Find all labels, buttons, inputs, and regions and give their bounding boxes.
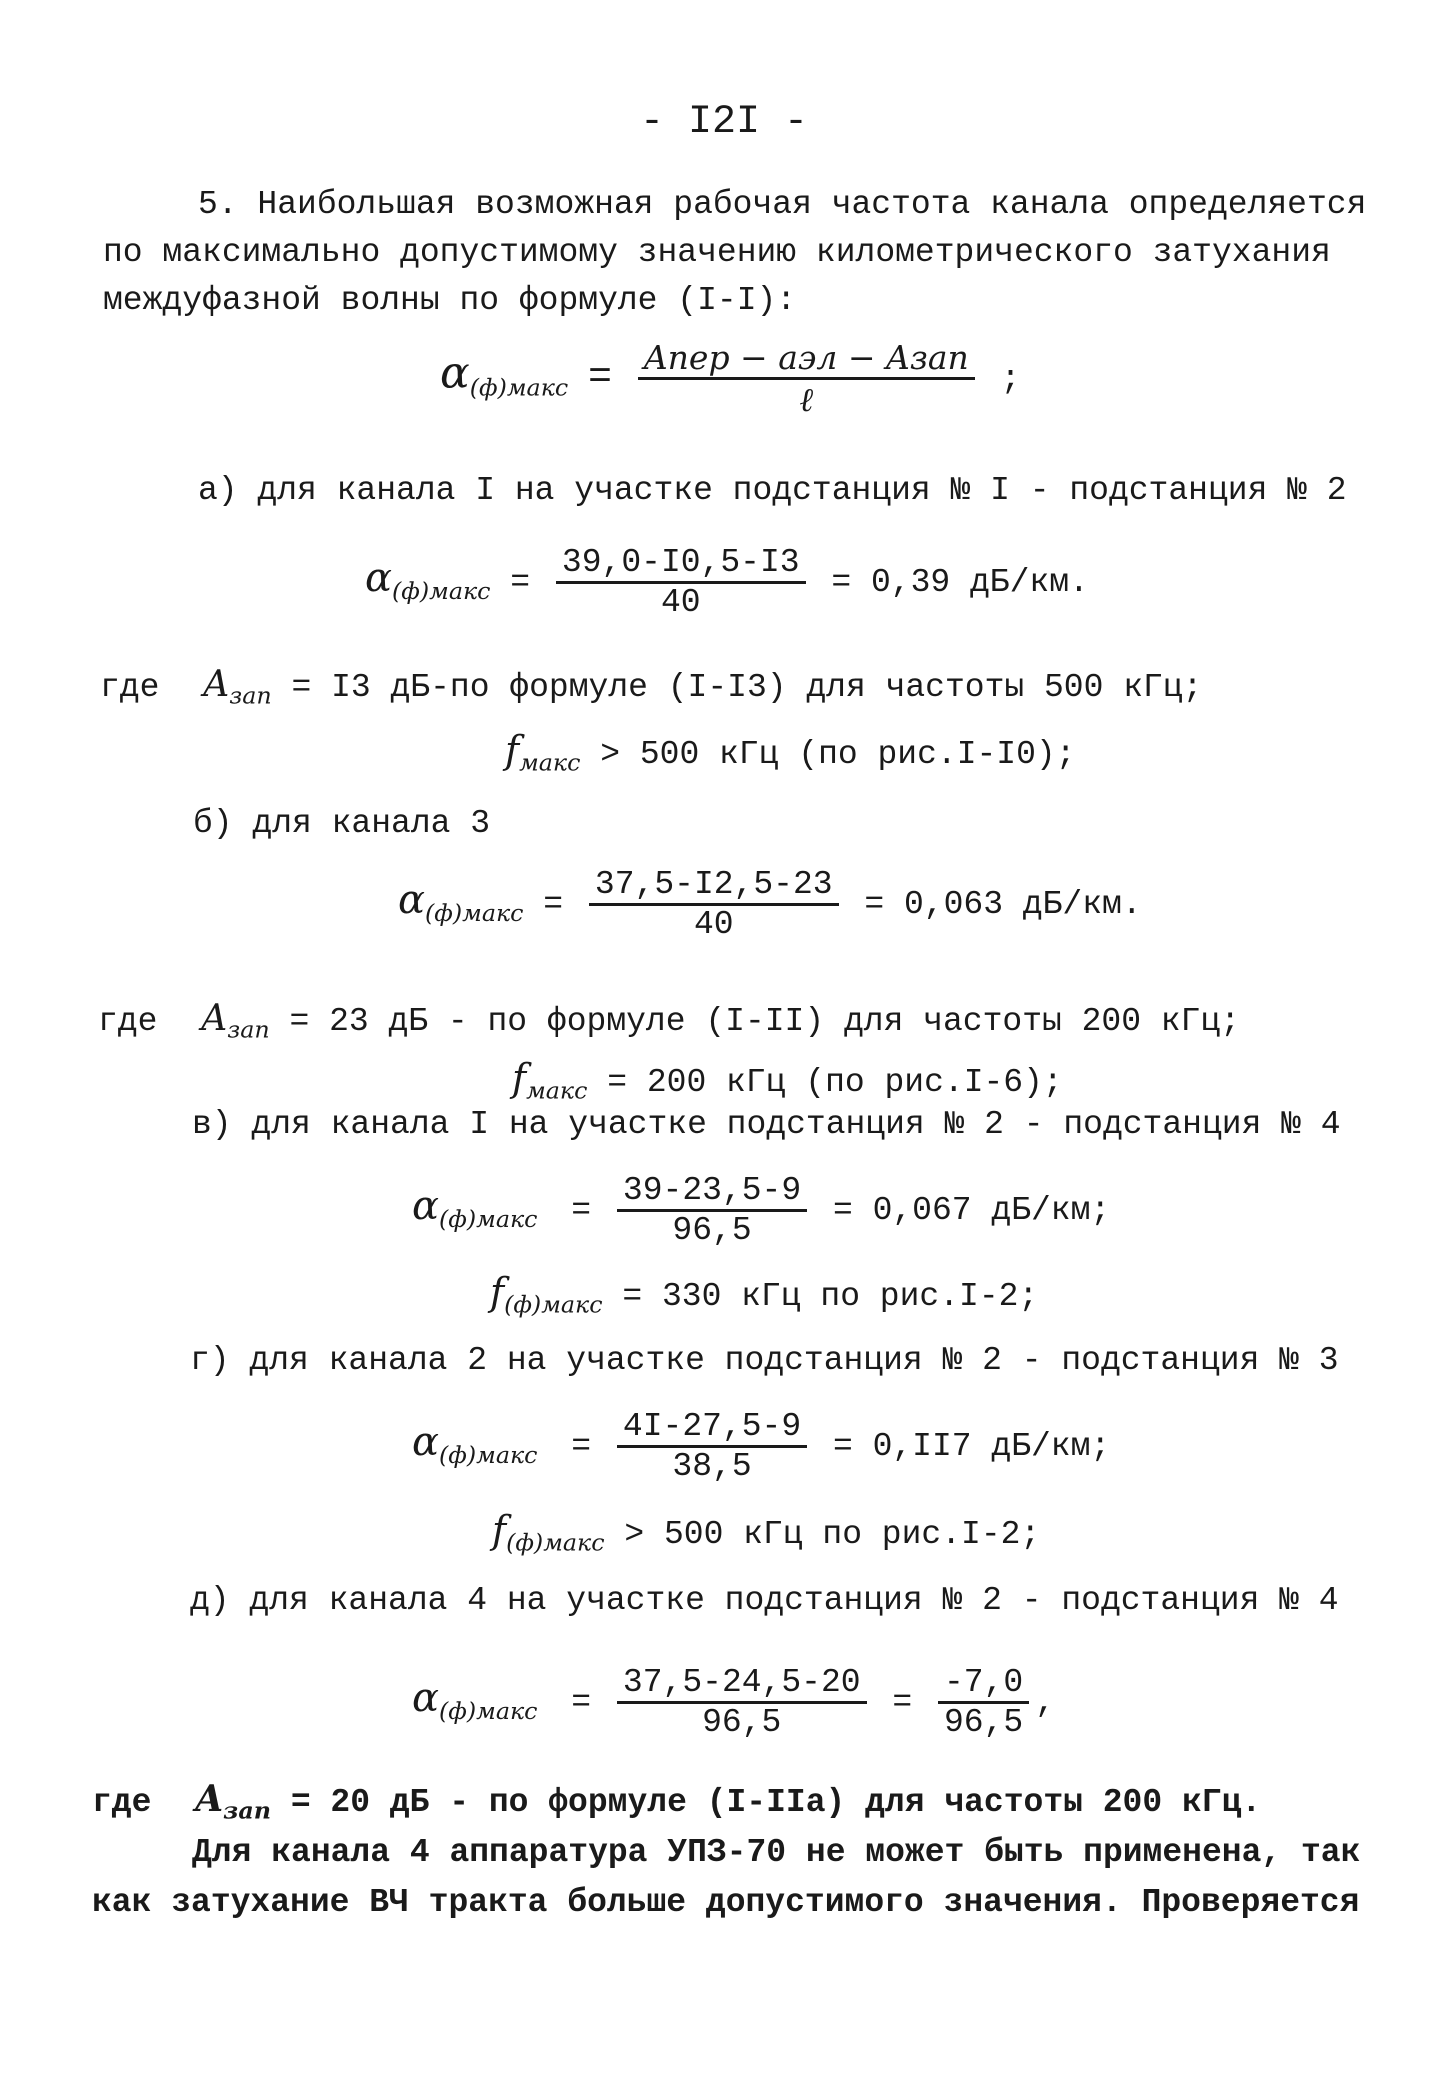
closing-line-2: как затухание ВЧ тракта больше допустимого значения. Проверяется (92, 1884, 1360, 1921)
section-v-fmax-text: = 330 кГц по рис.I-2; (622, 1278, 1039, 1315)
alpha-subscript: (ф)макс (439, 1440, 538, 1469)
section-a-numerator: 39,0-I0,5-I3 (556, 544, 806, 584)
section-g-denominator: 38,5 (672, 1448, 752, 1485)
intro-line-1: 5. Наибольшая возможная рабочая частота канала определяется (198, 186, 1367, 223)
alpha-subscript: (ф)макс (469, 373, 569, 402)
f-symbol: f (505, 728, 520, 772)
section-a-result: = 0,39 дБ/км. (831, 564, 1089, 602)
section-b-fmax-text: = 200 кГц (по рис.I-6); (607, 1064, 1063, 1101)
page-number: - I2I - (640, 100, 809, 145)
alpha-symbol: α (365, 555, 393, 602)
section-v-numerator: 39-23,5-9 (617, 1172, 807, 1212)
alpha-symbol: α (412, 1183, 440, 1230)
section-d-heading: д) для канала 4 на участке подстанция № 2 - подстанция № 4 (190, 1582, 1339, 1619)
section-b-formula: $\alpha_{(ф)макс}$ = $\frac{37,5-I2,5-23}{40}$ = 0,063 дБ/км. (398, 866, 1142, 943)
section-d-tail: , (1035, 1684, 1056, 1722)
section-b-numerator: 37,5-I2,5-23 (589, 866, 839, 906)
intro-line-2: по максимально допустимому значению километрического затухания (103, 234, 1331, 271)
section-a-where-text: = I3 дБ-по формуле (I-I3) для частоты 500 кГц; (291, 669, 1203, 706)
section-d-numerator: 37,5-24,5-20 (617, 1664, 867, 1704)
f-symbol: f (490, 1270, 505, 1314)
general-tail: ; (1000, 360, 1021, 398)
alpha-symbol: α (412, 1675, 440, 1722)
alpha-symbol: α (412, 1419, 440, 1466)
section-b-where-text: = 23 дБ - по формуле (I-II) для частоты 200 кГц; (289, 1003, 1241, 1040)
section-d-formula: $\alpha_{(ф)макс}$ = $\frac{37,5-24,5-20}{96,5}$ = $\frac{-7,0}{96,5}$ , (412, 1664, 1056, 1741)
section-g-fmax-text: > 500 кГц по рис.I-2; (624, 1516, 1041, 1553)
a-zap-symbol: A (203, 664, 230, 705)
general-fraction (638, 338, 975, 420)
a-zap-symbol: A (201, 998, 228, 1039)
general-denominator: ℓ (799, 380, 814, 419)
f-subscript: (ф)макс (506, 1528, 605, 1557)
section-b-where (98, 998, 1240, 1044)
section-g-fraction (617, 1408, 807, 1485)
where-label: где (100, 669, 160, 706)
section-d-numerator-2: -7,0 (938, 1664, 1029, 1704)
section-b-result: = 0,063 дБ/км. (864, 886, 1142, 924)
f-subscript: макс (519, 748, 581, 777)
section-d-where (92, 1778, 1261, 1825)
alpha-symbol: α (440, 347, 470, 399)
section-g-heading: г) для канала 2 на участке подстанция № 2 - подстанция № 3 (190, 1342, 1339, 1379)
section-a-formula: $\alpha_{(ф)макс}$ = $\frac{39,0-I0,5-I3}{40}$ = 0,39 дБ/км. (365, 544, 1089, 621)
general-formula: $\alpha_{(ф)макс}$ = $\frac{\text{Aпер − aэл − Aзап}}{\text{ℓ}}$ ; (440, 338, 1021, 419)
alpha-subscript: (ф)макс (439, 1696, 538, 1725)
alpha-subscript: (ф)макс (439, 1204, 538, 1233)
section-d-denominator-2: 96,5 (944, 1704, 1024, 1741)
where-label: где (92, 1784, 152, 1821)
a-zap-subscript: зап (223, 1796, 271, 1825)
f-subscript: макс (526, 1076, 588, 1105)
section-g-numerator: 4I-27,5-9 (617, 1408, 807, 1448)
section-g-result: = 0,II7 дБ/км; (832, 1428, 1111, 1466)
a-zap-subscript: зап (227, 1015, 270, 1044)
section-v-fraction (617, 1172, 807, 1249)
section-d-fraction (617, 1664, 867, 1741)
section-v-fmax (490, 1270, 1038, 1319)
alpha-symbol: α (398, 877, 426, 924)
section-d-fraction-2 (938, 1664, 1029, 1741)
a-zap-subscript: зап (229, 681, 272, 710)
a-zap-symbol: A (195, 1778, 224, 1820)
section-a-where (100, 664, 1202, 710)
section-b-fmax (512, 1056, 1063, 1105)
section-v-formula: $\alpha_{(ф)макс}$ = $\frac{39-23,5-9}{96,5}$ = 0,067 дБ/км; (412, 1172, 1111, 1249)
section-v-result: = 0,067 дБ/км; (832, 1192, 1111, 1230)
section-a-fmax (505, 728, 1076, 777)
f-symbol: f (492, 1508, 507, 1552)
general-numerator: Aпер − aэл − Aзап (638, 338, 975, 380)
intro-line-3: междуфазной волны по формуле (I-I): (103, 282, 797, 319)
section-g-fmax (492, 1508, 1040, 1557)
section-b-denominator: 40 (693, 906, 734, 943)
alpha-subscript: (ф)макс (425, 898, 524, 927)
where-label: где (98, 1003, 158, 1040)
f-symbol: f (512, 1056, 527, 1100)
section-a-denominator: 40 (660, 584, 701, 621)
section-a-fraction (556, 544, 806, 621)
closing-line-1: Для канала 4 аппаратура УПЗ-70 не может быть применена, так (192, 1834, 1361, 1871)
section-v-denominator: 96,5 (672, 1212, 752, 1249)
alpha-subscript: (ф)макс (392, 576, 491, 605)
section-a-fmax-text: > 500 кГц (по рис.I-I0); (600, 736, 1076, 773)
section-d-where-text: = 20 дБ - по формуле (I-IIа) для частоты 200 кГц. (290, 1784, 1262, 1821)
section-d-denominator: 96,5 (702, 1704, 782, 1741)
section-b-heading: б) для канала 3 (193, 805, 491, 842)
section-v-heading: в) для канала I на участке подстанция № 2 - подстанция № 4 (192, 1106, 1341, 1143)
section-b-fraction (589, 866, 839, 943)
f-subscript: (ф)макс (504, 1290, 603, 1319)
section-g-formula: $\alpha_{(ф)макс}$ = $\frac{4I-27,5-9}{38,5}$ = 0,II7 дБ/км; (412, 1408, 1111, 1485)
section-a-heading: а) для канала I на участке подстанция № I - подстанция № 2 (198, 472, 1347, 509)
